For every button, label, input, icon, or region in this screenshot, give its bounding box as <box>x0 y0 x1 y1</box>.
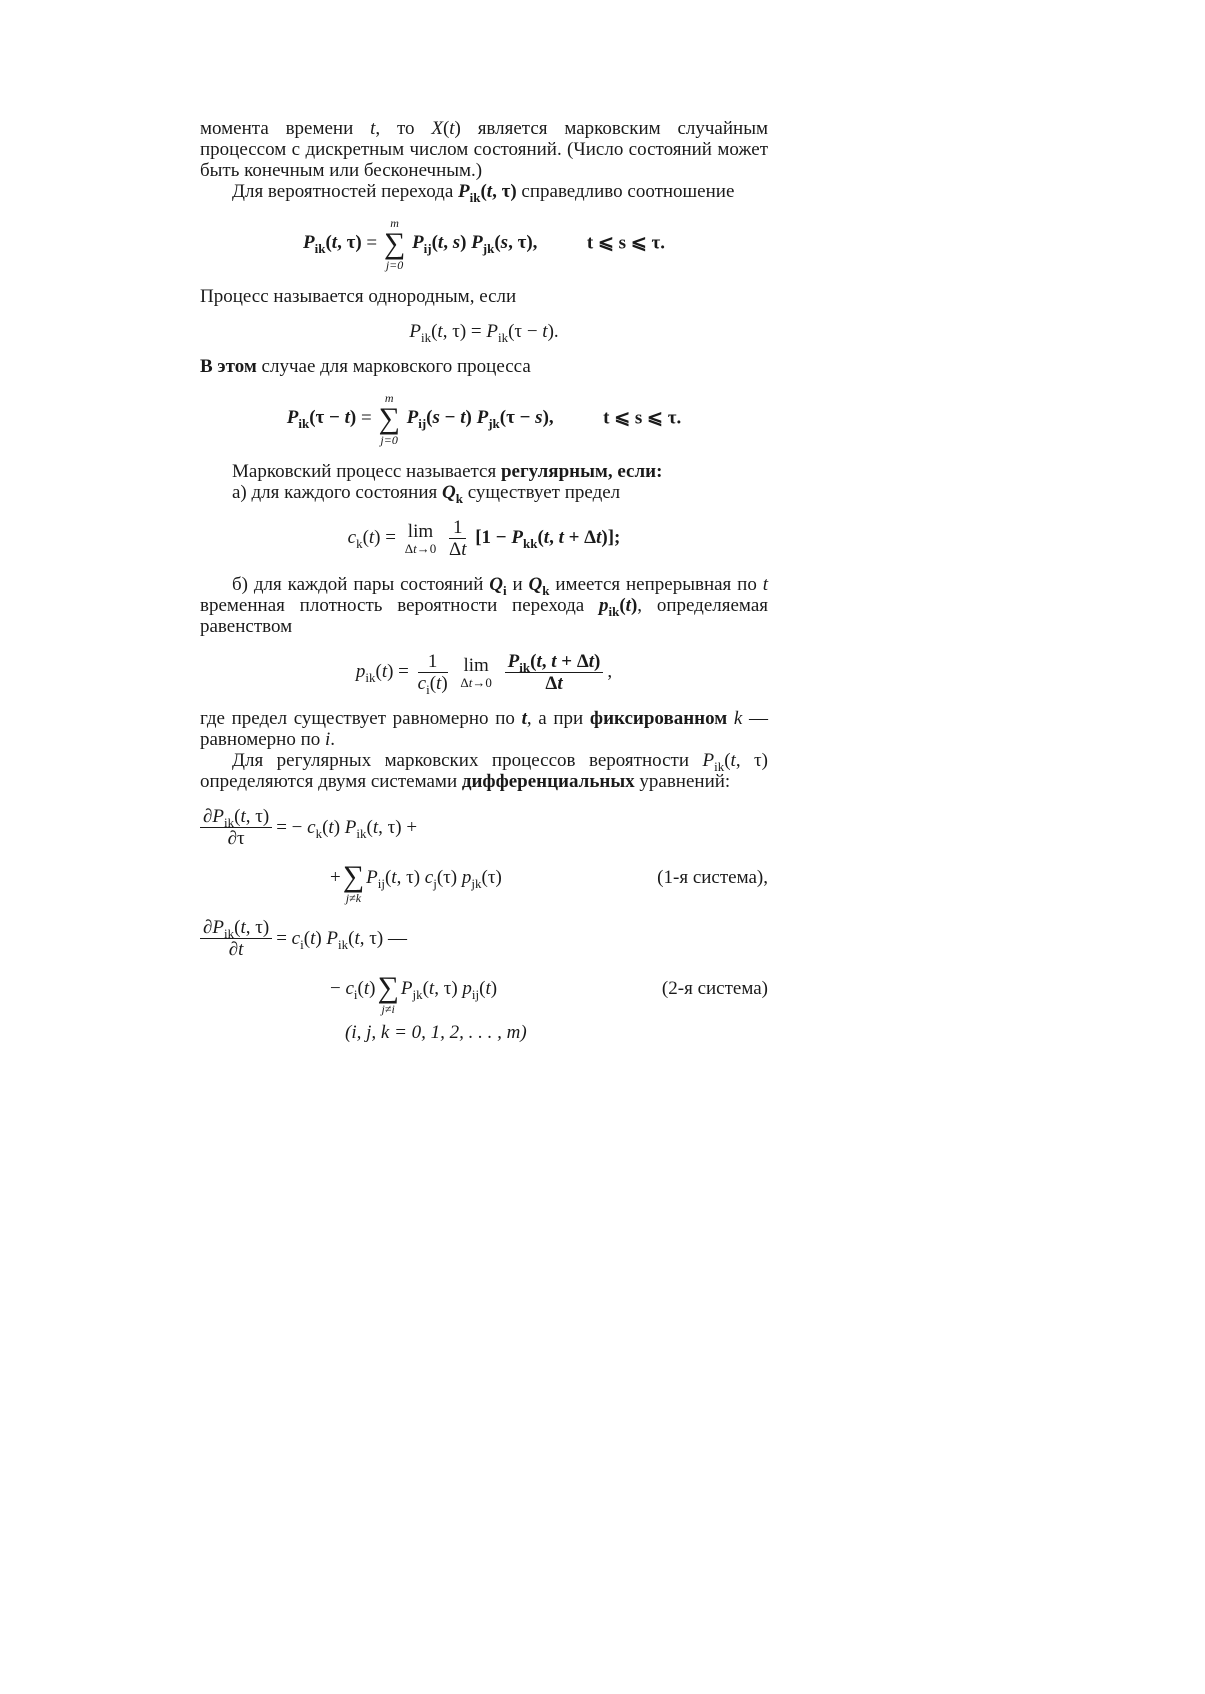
item-b: б) для каждой пары состояний $Q_i$ и $Q_k$ имеется непрерывная по t временная плотность вероятности перехода $p_{ik}(t)$, определяемая равенством <box>200 574 768 637</box>
equation-density: $p_{ik}(t)$ = $\frac{1}{c_i(t)}$ lim Δt→0 $\frac{P_{ik}(t, t + \Delta t)}{\Delta t}$ , <box>355 651 613 697</box>
eq3-condition: t ⩽ s ⩽ τ. <box>603 407 682 429</box>
fraction: $\frac{\partial P_{ik}(t, \tau)}{\partial\tau}$ <box>200 806 272 849</box>
paragraph-3: Процесс называется однородным, если <box>200 286 517 307</box>
fraction: $\frac{\partial P_{ik}(t, \tau)}{\partial t}$ <box>200 917 272 960</box>
system-2-label: (2-я система) <box>661 977 768 999</box>
sum-symbol: m ∑ j=0 <box>378 391 400 447</box>
limit-operator: lim Δt→0 <box>460 655 492 690</box>
equation-chapman-kolmogorov: $P_{ik}(t$, τ) = m ∑ j=0 $P_{ij}(t$, s) $P_{jk}(s$, τ), t ⩽ s ⩽ τ. <box>303 216 665 272</box>
fraction: $\frac{1}{c_i(t)}$ <box>417 651 448 697</box>
system-1: $\frac{\partial P_{ik}(t, \tau)}{\partial\tau}$ = − $c_k(t)$ $P_{ik}(t$, τ) + + ∑ j≠k $P_{ij}(t$, τ) $c_j(\tau)$ $p_{jk}(\tau)$ (1-я система), <box>200 806 768 905</box>
sum-symbol: ∑ j≠i <box>377 971 399 1016</box>
eq1-condition: t ⩽ s ⩽ τ. <box>586 232 665 254</box>
paragraph-7: Для регулярных марковских процессов вероятности $P_{ik}(t$, τ) определяются двумя системами дифференциальных уравнений: <box>200 750 768 792</box>
paragraph-6: где предел существует равномерно по t, а при фиксированном k — равномерно по i. <box>200 708 769 750</box>
index-range <box>200 1022 768 1043</box>
paragraph-1 <box>200 118 768 181</box>
limit-operator: lim Δt→0 <box>404 521 437 556</box>
item-a: а) для каждого состояния $Q_k$ существует предел <box>232 482 621 506</box>
fraction: $\frac{1}{\Delta t}$ <box>448 517 467 560</box>
sum-symbol: m ∑ j=0 <box>383 216 406 272</box>
system-2: $\frac{\partial P_{ik}(t, \tau)}{\partial t}$ = $c_i(t)$ $P_{ik}(t$, τ) — − $c_i(t)$ ∑ j≠i $P_{jk}(t$, τ) $p_{ij}(t)$ (2-я система) (i, j, k = 0, 1, 2, . . . , m) <box>200 917 768 1043</box>
equation-ck-limit: $c_k(t)$ = lim Δt→0 $\frac{1}{\Delta t}$ [$1 - P_{kk}(t$, t + Δt)]; <box>347 517 621 560</box>
paragraph-5: Марковский процесс называется регулярным, если: <box>232 461 663 482</box>
fraction: $\frac{P_{ik}(t, t + \Delta t)}{\Delta t}$ <box>505 651 604 694</box>
equation-homogeneous-ck: $P_{ik}(\tau - t)$ = m ∑ j=0 $P_{ij}(s - t) P_{jk}(\tau - s)$, t ⩽ s ⩽ τ. <box>286 391 682 447</box>
p1-text: момента времени t, то X(t) является марковским случайным процессом с дискретным числом состояний. (Число состояний может быть конечным или бесконечным.) <box>200 118 768 181</box>
paragraph-4: В этом случае для марковского процесса <box>200 356 531 377</box>
indices-text: (i, j, k = 0, 1, 2, . . . , m) <box>345 1022 527 1043</box>
sum-symbol: ∑ j≠k <box>342 860 365 905</box>
equation-homogeneous: $P_{ik}(t$, $\tau) = P_{ik}(\tau - t)$. <box>409 321 559 345</box>
document-page <box>200 118 768 1043</box>
system-1-label: (1-я система), <box>657 866 768 888</box>
paragraph-2: Для вероятностей перехода $P_{ik}(t$, τ) справедливо соотношение <box>232 181 735 205</box>
